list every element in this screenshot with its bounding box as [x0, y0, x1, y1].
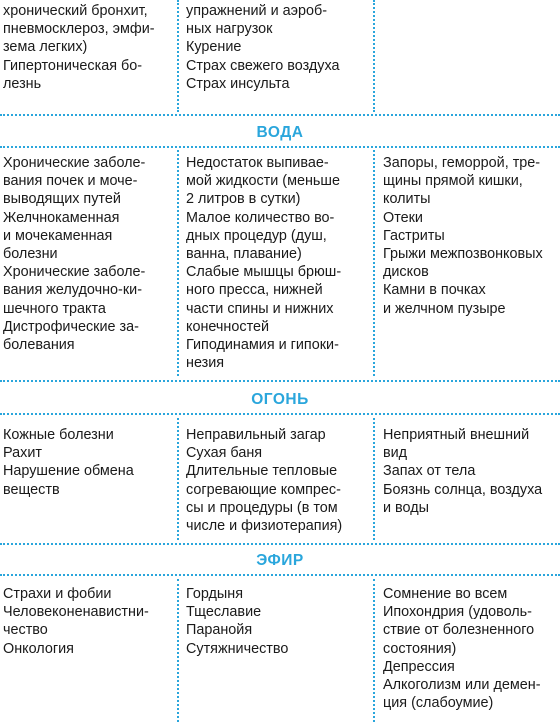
cell-line: Запоры, геморрой, тре-: [383, 155, 541, 171]
cell-line: ствие от болезненного: [383, 622, 535, 639]
cell-line: 2 литров в сутки): [186, 191, 301, 208]
row-divider: [0, 543, 560, 545]
cell-line: Тщеславие: [186, 604, 262, 621]
cell-symptoms: [374, 154, 560, 372]
row-divider: [0, 380, 560, 382]
cell-line: дных процедур (душ,: [186, 227, 327, 244]
cell-line: Страх инсульта: [186, 75, 290, 92]
cell-line: и воды: [383, 499, 429, 516]
cell-line: Дистрофические за-: [3, 318, 139, 335]
row-divider: [0, 574, 560, 576]
column-divider: [177, 418, 179, 540]
cell-line: Отеки: [383, 209, 423, 226]
cell-causes: [178, 585, 374, 712]
cell-line: шечного тракта: [3, 300, 106, 317]
cell-line: ция (слабоумие): [383, 695, 494, 712]
table-row: [0, 426, 560, 535]
column-divider: [373, 418, 375, 540]
cell-line: Малое количество во-: [186, 209, 335, 226]
column-divider: [373, 150, 375, 376]
cell-line: Алкоголизм или демен-: [383, 677, 541, 694]
cell-line: веществ: [3, 481, 60, 498]
cell-line: Гиподинамия и гипоки-: [186, 337, 339, 354]
cell-line: Длительные тепловые: [186, 463, 338, 480]
cell-line: Недостаток выпивае-: [186, 155, 329, 171]
cell-line: Гастриты: [383, 227, 445, 244]
cell-line: колиты: [383, 191, 431, 208]
cell-line: незия: [186, 355, 225, 372]
cell-line: хронический бронхит,: [3, 3, 148, 19]
cell-line: чество: [3, 622, 48, 639]
table-row: [0, 585, 560, 712]
cell-diseases: [0, 426, 178, 535]
cell-line: Сухая баня: [186, 445, 263, 462]
cell-line: ных нагрузок: [186, 21, 273, 38]
cell-line: и желчном пузыре: [383, 300, 506, 317]
column-divider: [373, 0, 375, 112]
row-divider: [0, 413, 560, 415]
row-divider: [0, 146, 560, 148]
cell-line: мой жидкости (меньше: [186, 173, 340, 190]
column-divider: [177, 150, 179, 376]
cell-symptoms: [374, 426, 560, 535]
cell-line: вания желудочно-ки-: [3, 282, 142, 299]
cell-line: согревающие компрес-: [186, 481, 341, 498]
cell-line: части спины и нижних: [186, 300, 334, 317]
cell-line: дисков: [383, 264, 429, 281]
cell-causes: [178, 426, 374, 535]
cell-line: зема легких): [3, 39, 88, 56]
section-title-ether: ЭФИР: [256, 552, 304, 569]
cell-line: Желчнокаменная: [3, 209, 120, 226]
cell-line: Слабые мышцы брюш-: [186, 264, 342, 281]
cell-line: болезни: [3, 246, 58, 263]
cell-line: Кожные болезни: [3, 427, 114, 443]
cell-line: лезнь: [3, 75, 42, 92]
cell-line: ванна, плавание): [186, 246, 302, 263]
cell-line: Неприятный внешний: [383, 427, 530, 443]
cell-line: Курение: [186, 39, 242, 56]
cell-line: болевания: [3, 337, 75, 354]
cell-line: Гордыня: [186, 586, 243, 602]
cell-line: Грыжи межпозвонковых: [383, 246, 543, 263]
cell-line: Рахит: [3, 445, 42, 462]
section-title-water: ВОДА: [256, 124, 304, 141]
cell-symptoms: [374, 2, 560, 93]
cell-line: Страхи и фобии: [3, 586, 112, 602]
cell-line: Гипертоническая бо-: [3, 57, 143, 74]
cell-line: состояния): [383, 640, 457, 657]
table-row: [0, 2, 560, 93]
column-divider: [177, 579, 179, 722]
cell-diseases: [0, 2, 178, 93]
cell-line: сы и процедуры (в том: [186, 499, 338, 516]
cell-symptoms: [374, 585, 560, 712]
cell-diseases: [0, 585, 178, 712]
cell-line: вания почек и моче-: [3, 173, 138, 190]
cell-line: числе и физиотерапия): [186, 518, 343, 535]
column-divider: [373, 579, 375, 722]
cell-line: пневмосклероз, эмфи-: [3, 21, 155, 38]
column-divider: [177, 0, 179, 112]
cell-line: Сомнение во всем: [383, 586, 508, 602]
cell-line: Депрессия: [383, 658, 455, 675]
cell-line: Хронические заболе-: [3, 155, 146, 171]
section-title-fire: ОГОНЬ: [251, 391, 309, 408]
cell-line: ного пресса, нижней: [186, 282, 323, 299]
cell-line: Боязнь солнца, воздуха: [383, 481, 543, 498]
table-row: [0, 154, 560, 372]
cell-line: Сутяжничество: [186, 640, 289, 657]
row-divider: [0, 114, 560, 116]
cell-causes: [178, 154, 374, 372]
cell-line: Запах от тела: [383, 463, 476, 480]
cell-line: Человеконенавистни-: [3, 604, 149, 621]
cell-line: Ипохондрия (удоволь-: [383, 604, 532, 621]
cell-diseases: [0, 154, 178, 372]
cell-line: упражнений и аэроб-: [186, 3, 328, 19]
cell-line: Онкология: [3, 640, 74, 657]
cell-line: конечностей: [186, 318, 270, 335]
cell-line: Страх свежего воздуха: [186, 57, 340, 74]
cell-line: Камни в почках: [383, 282, 486, 299]
cell-line: щины прямой кишки,: [383, 173, 523, 190]
cell-line: выводящих путей: [3, 191, 121, 208]
cell-line: Хронические заболе-: [3, 264, 146, 281]
cell-line: вид: [383, 445, 408, 462]
cell-line: Неправильный загар: [186, 427, 326, 443]
cell-line: Нарушение обмена: [3, 463, 134, 480]
cell-line: Паранойя: [186, 622, 253, 639]
cell-causes: [178, 2, 374, 93]
cell-line: и мочекаменная: [3, 227, 113, 244]
